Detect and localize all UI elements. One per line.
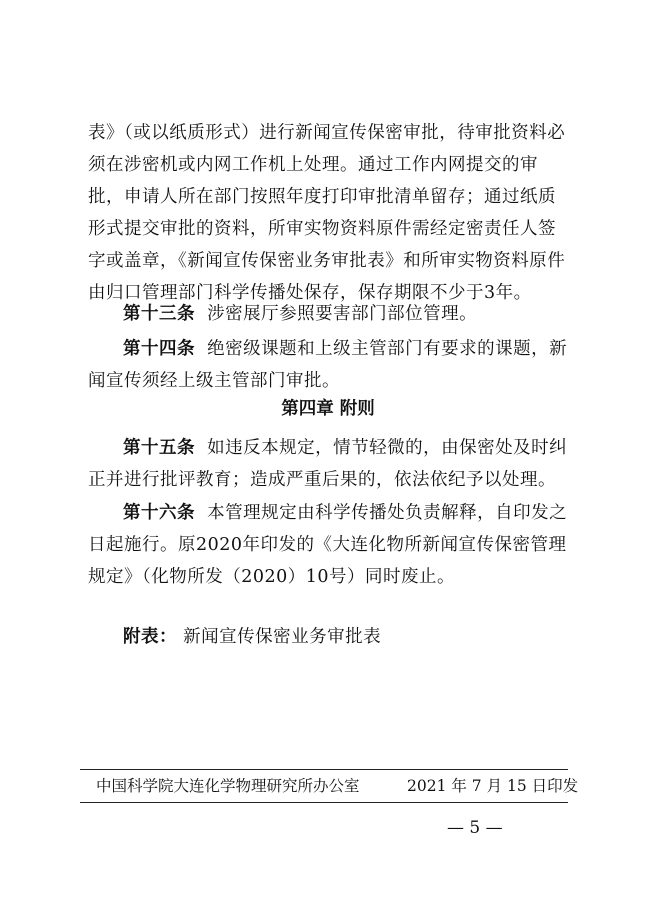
page-number: — 5 — <box>447 818 503 838</box>
article-14 <box>88 333 568 397</box>
article-14-label: 第十四条 <box>123 339 195 359</box>
footer-issue-date: 2021 年 7 月 15 日印发 <box>407 777 579 795</box>
continued-paragraph: 表》（或以纸质形式）进行新闻宣传保密审批，待审批资料必须在涉密机或内网工作机上处理。通过工作内网提交的审批，申请人所在部门按照年度打印审批清单留存；通过纸质形式提交审批的资料，所审实物资料原件需经定密责任人签字或盖章，《新闻宣传保密业务审批表》和所审实物资料原件由归口管理部门科学传播处保存，保存期限不少于3年。 <box>88 123 566 303</box>
footer-rule-top <box>80 769 568 770</box>
footer-issuer: 中国科学院大连化学物理研究所办公室 <box>96 777 360 795</box>
article-15-text: 如违反本规定，情节轻微的，由保密处及时纠正并进行批评教育；造成严重后果的，依法依纪予以处理。 <box>88 438 568 490</box>
article-13 <box>88 298 568 330</box>
chapter-4-heading: 第四章 附则 <box>281 399 375 419</box>
attachment-line <box>88 621 568 653</box>
article-13-text: 涉密展厅参照要害部门部位管理。 <box>207 304 478 324</box>
attachment-label: 附表： <box>123 627 177 647</box>
article-16-label: 第十六条 <box>123 503 195 523</box>
article-16 <box>88 497 568 593</box>
article-16-text: 本管理规定由科学传播处负责解释，自印发之日起施行。原2020年印发的《大连化物所新闻宣传保密管理规定》（化物所发（2020）10号）同时废止。 <box>88 503 568 587</box>
article-15 <box>88 432 568 496</box>
article-15-label: 第十五条 <box>123 438 195 458</box>
article-13-label: 第十三条 <box>123 304 195 324</box>
attachment-text: 新闻宣传保密业务审批表 <box>183 627 382 647</box>
article-14-text: 绝密级课题和上级主管部门有要求的课题，新闻宣传须经上级主管部门审批。 <box>88 339 568 391</box>
footer-rule-bottom <box>80 802 568 803</box>
